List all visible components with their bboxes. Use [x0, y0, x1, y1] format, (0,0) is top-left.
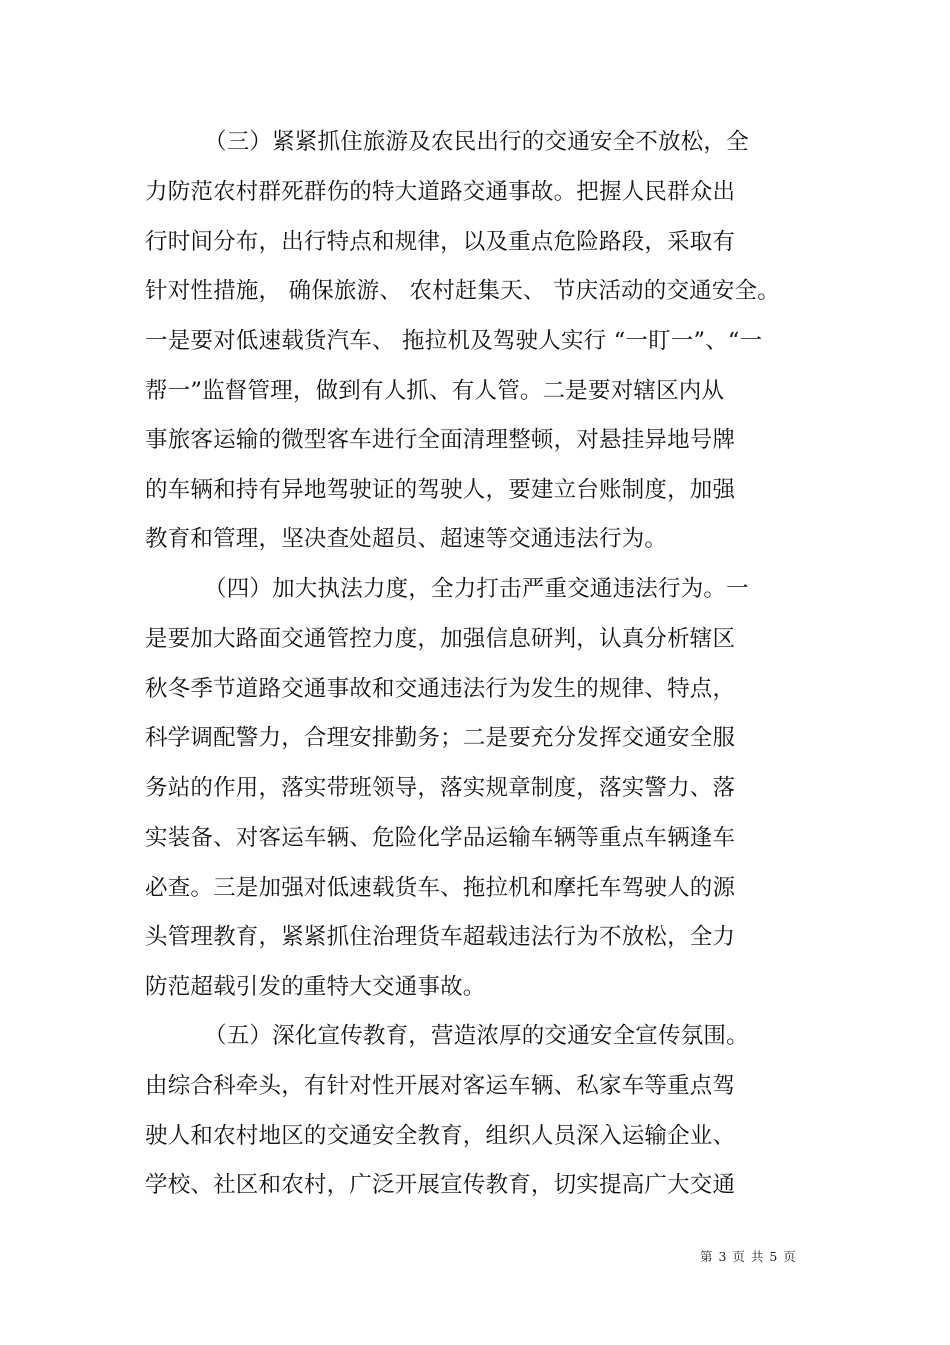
- text-line: 驶人和农村地区的交通安全教育，组织人员深入运输企业、: [145, 1123, 736, 1149]
- text-line: 事旅客运输的微型客车进行全面清理整顿，对悬挂异地号牌: [145, 427, 736, 453]
- text-line: 教育和管理，坚决查处超员、超速等交通违法行为。: [145, 526, 668, 552]
- text-line: 必查。三是加强对低速载货车、拖拉机和摩托车驾驶人的源: [145, 875, 736, 901]
- text-line: 务站的作用，落实带班领导，落实规章制度，落实警力、落: [145, 775, 736, 801]
- text-line: 帮一”监督管理，做到有人抓、有人管。二是要对辖区内从: [145, 378, 725, 404]
- text-line: 由综合科牵头，有针对性开展对客运车辆、私家车等重点驾: [145, 1073, 736, 1099]
- page-number: 第 3 页 共 5 页: [700, 1249, 797, 1264]
- text-line: 防范超载引发的重特大交通事故。: [145, 974, 486, 1000]
- text-line: 科学调配警力，合理安排勤务；二是要充分发挥交通安全服: [145, 725, 736, 751]
- text-line: （四）加大执法力度，全力打击严重交通违法行为。一: [204, 576, 749, 602]
- text-line: 实装备、对客运车辆、危险化学品运输车辆等重点车辆逢车: [145, 825, 736, 851]
- text-line: 力防范农村群死群伤的特大道路交通事故。把握人民群众出: [145, 179, 736, 205]
- text-line: 学校、社区和农村，广泛开展宣传教育，切实提高广大交通: [145, 1172, 736, 1198]
- text-line: 秋冬季节道路交通事故和交通违法行为发生的规律、特点，: [145, 676, 736, 702]
- text-line: 头管理教育，紧紧抓住治理货车超载违法行为不放松，全力: [145, 924, 736, 950]
- text-line: 是要加大路面交通管控力度，加强信息研判，认真分析辖区: [145, 626, 736, 652]
- text-line: （三）紧紧抓住旅游及农民出行的交通安全不放松，全: [204, 129, 749, 155]
- text-line: 一是要对低速载货汽车、 拖拉机及驾驶人实行 “一盯一”、“一: [145, 328, 763, 354]
- text-line: 行时间分布，出行特点和规律，以及重点危险路段，采取有: [145, 229, 736, 255]
- text-line: 针对性措施， 确保旅游、 农村赶集天、 节庆活动的交通安全。: [145, 278, 780, 304]
- text-line: （五）深化宣传教育，营造浓厚的交通安全宣传氛围。: [204, 1023, 749, 1049]
- text-line: 的车辆和持有异地驾驶证的驾驶人，要建立台账制度，加强: [145, 477, 736, 503]
